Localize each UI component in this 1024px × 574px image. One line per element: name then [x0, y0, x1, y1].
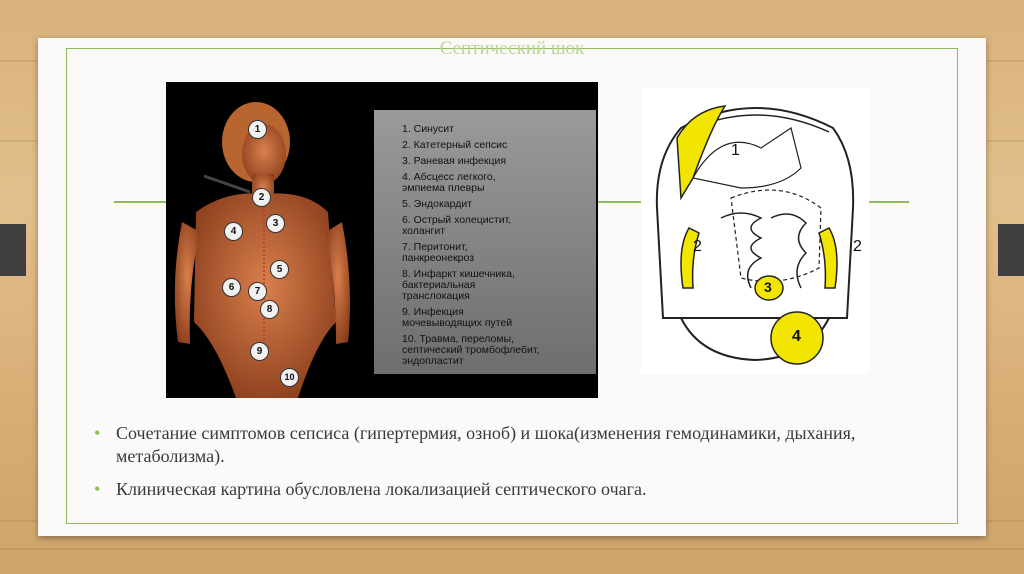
slide-title: Септический шок	[439, 38, 585, 59]
legend-item-5: 5. Эндокардит	[402, 198, 473, 210]
marker-5: 5	[270, 260, 289, 279]
diagram-label-3: 3	[764, 279, 772, 295]
marker-8: 8	[260, 300, 279, 319]
legend-item-1: 1. Синусит	[402, 123, 454, 135]
diagram-label-2-right: 2	[853, 238, 862, 255]
left-tab	[0, 224, 26, 276]
bullet-text: Сочетание симптомов сепсиса (гипертермия, озноб) и шока(изменения гемодинамики, дыхания, метаболизма).	[116, 423, 856, 466]
marker-2: 2	[252, 188, 271, 207]
bullet-dot-icon: •	[94, 423, 101, 443]
divider-right	[869, 201, 909, 203]
bullet-list	[94, 422, 914, 511]
marker-1: 1	[248, 120, 267, 139]
bullet-text: Клиническая картина обусловлена локализацией септического очага.	[116, 479, 647, 499]
marker-10: 10	[280, 368, 299, 387]
abdomen-drawing	[641, 88, 869, 374]
legend-item-8: 8. Инфаркт кишечника, бактериальная транслокация	[402, 268, 515, 302]
right-tab	[998, 224, 1024, 276]
marker-4: 4	[224, 222, 243, 241]
marker-6: 6	[222, 278, 241, 297]
bullet-item	[94, 422, 914, 468]
legend-item-3: 3. Раневая инфекция	[402, 155, 507, 167]
legend-item-4: 4. Абсцесс легкого, эмпиема плевры	[402, 171, 496, 194]
marker-3: 3	[266, 214, 285, 233]
legend-item-9: 9. Инфекция мочевыводящих путей	[402, 306, 513, 329]
legend-item-7: 7. Перитонит, панкреонекроз	[402, 241, 475, 264]
diagram-label-1: 1	[731, 142, 740, 159]
legend-item-6: 6. Острый холецистит, холангит	[402, 214, 512, 237]
legend-list	[374, 124, 596, 372]
legend-item-2: 2. Катетерный сепсис	[402, 139, 508, 151]
legend-box	[374, 110, 596, 374]
marker-7: 7	[248, 282, 267, 301]
diagram-label-2-left: 2	[693, 238, 702, 255]
abdomen-diagram	[641, 88, 869, 374]
marker-9: 9	[250, 342, 269, 361]
divider-middle	[598, 201, 641, 203]
divider-left	[114, 201, 166, 203]
bullet-dot-icon: •	[94, 479, 101, 499]
diagram-label-4: 4	[792, 328, 801, 345]
slide	[38, 38, 986, 536]
legend-item-10: 10. Травма, переломы, септический тромбофлебит, эндопластит	[402, 333, 540, 367]
bullet-item	[94, 478, 914, 501]
body-figure-image	[166, 82, 598, 398]
